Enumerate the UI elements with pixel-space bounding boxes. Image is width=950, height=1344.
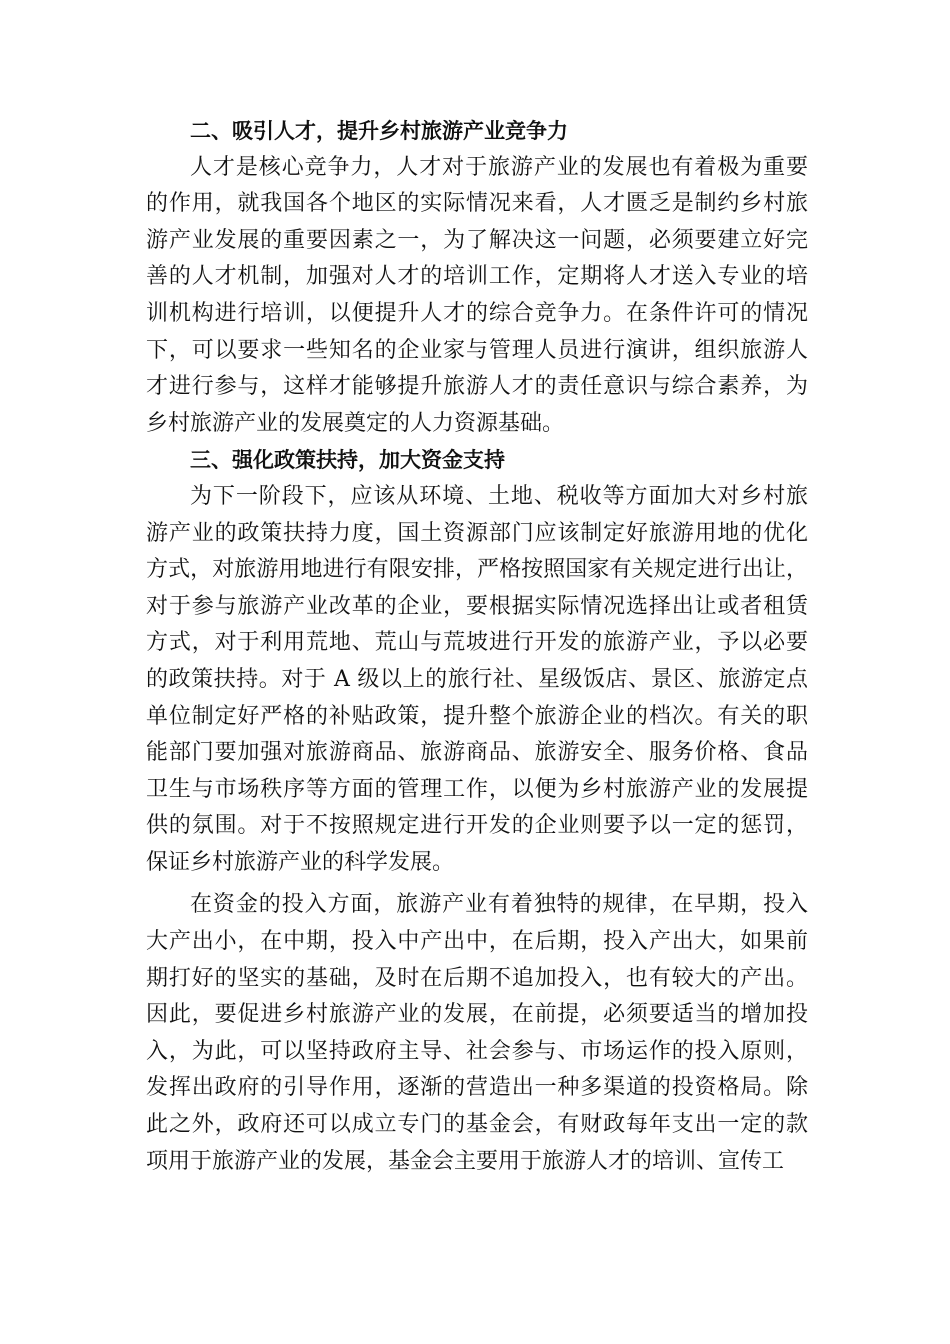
text-line: 对于参与旅游产业改革的企业，要根据实际情况选择出让或者租赁 [146, 593, 808, 619]
text-line: 善的人才机制，加强对人才的培训工作，定期将人才送入专业的培 [146, 264, 808, 290]
text-line: 方式，对旅游用地进行有限安排，严格按照国家有关规定进行出让， [146, 557, 808, 583]
text-line: 的作用，就我国各个地区的实际情况来看，人才匮乏是制约乡村旅 [146, 191, 808, 217]
section-heading: 二、吸引人才，提升乡村旅游产业竞争力 [190, 119, 568, 143]
text-line: 卫生与市场秩序等方面的管理工作，以便为乡村旅游产业的发展提 [146, 776, 808, 802]
text-line: 人才是核心竞争力，人才对于旅游产业的发展也有着极为重要 [190, 154, 808, 180]
text-line: 训机构进行培训，以便提升人才的综合竞争力。在条件许可的情况 [146, 300, 808, 326]
body-paragraph [146, 150, 808, 443]
text-line: 在资金的投入方面，旅游产业有着独特的规律，在早期，投入 [190, 892, 808, 918]
text-line: 入，为此，可以坚持政府主导、社会参与、市场运作的投入原则， [146, 1038, 808, 1064]
text-line: 因此，要促进乡村旅游产业的发展，在前提，必须要适当的增加投 [146, 1002, 808, 1028]
text-line: 供的氛围。对于不按照规定进行开发的企业则要予以一定的惩罚， [146, 813, 808, 839]
text-line: 单位制定好严格的补贴政策，提升整个旅游企业的档次。有关的职 [146, 703, 808, 729]
text-line: 项用于旅游产业的发展，基金会主要用于旅游人才的培训、宣传工 [146, 1148, 785, 1174]
text-line: 游产业的政策扶持力度，国土资源部门应该制定好旅游用地的优化 [146, 520, 808, 546]
text-line: 大产出小，在中期，投入中产出中，在后期，投入产出大，如果前 [146, 929, 808, 955]
text-line: 乡村旅游产业的发展奠定的人力资源基础。 [146, 410, 565, 436]
text-line: 才进行参与，这样才能够提升旅游人才的责任意识与综合素养，为 [146, 374, 808, 400]
text-line: 方式，对于利用荒地、荒山与荒坡进行开发的旅游产业，予以必要 [146, 630, 808, 656]
text-line: 游产业发展的重要因素之一，为了解决这一问题，必须要建立好完 [146, 227, 808, 253]
text-line: 为下一阶段下，应该从环境、土地、税收等方面加大对乡村旅 [190, 483, 808, 509]
body-paragraph [146, 887, 808, 1180]
text-line: 能部门要加强对旅游商品、旅游商品、旅游安全、服务价格、食品 [146, 740, 808, 766]
text-line: 下，可以要求一些知名的企业家与管理人员进行演讲，组织旅游人 [146, 337, 808, 363]
text-line: 发挥出政府的引导作用，逐渐的营造出一种多渠道的投资格局。除 [146, 1075, 808, 1101]
section-heading: 三、强化政策扶持，加大资金支持 [190, 448, 505, 473]
body-paragraph [146, 479, 808, 882]
text-line: 此之外，政府还可以成立专门的基金会，有财政每年支出一定的款 [146, 1112, 808, 1138]
document-body [146, 113, 808, 1180]
text-line: 期打好的坚实的基础，及时在后期不追加投入，也有较大的产出。 [146, 965, 808, 991]
text-line: 保证乡村旅游产业的科学发展。 [146, 849, 455, 875]
text-line: 的政策扶持。对于 A 级以上的旅行社、星级饭店、景区、旅游定点 [146, 666, 808, 692]
